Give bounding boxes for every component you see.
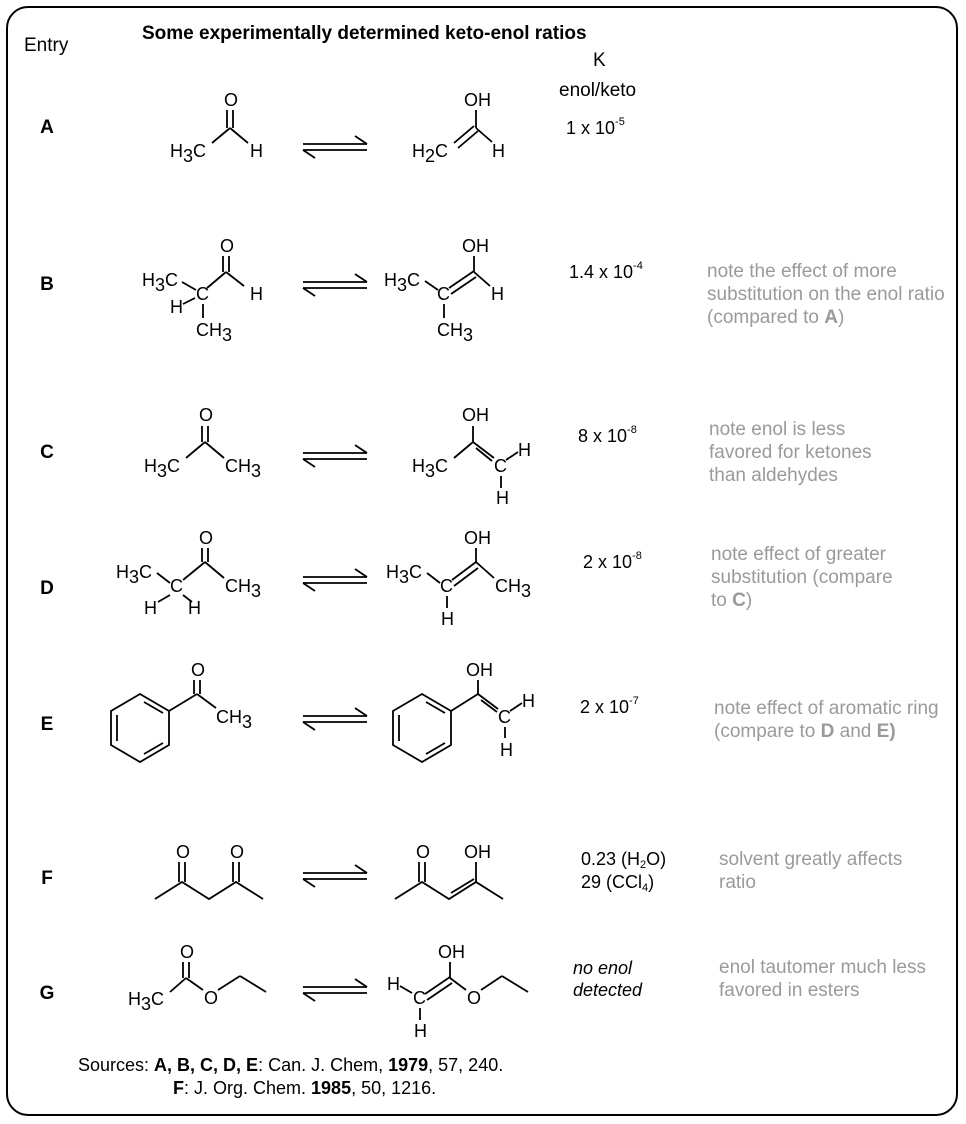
entry-letter-c: C: [40, 442, 54, 463]
svg-text:OH: OH: [464, 842, 491, 862]
note-f: solvent greatly affects ratio: [719, 849, 903, 893]
molecule-a-keto: [170, 90, 263, 166]
svg-text:O: O: [176, 842, 191, 862]
svg-text:CH3: CH3: [225, 576, 262, 601]
molecule-c-enol: [412, 405, 531, 508]
k-value-e: 2 x $10^{-7}$: [580, 695, 639, 717]
entry-letter-a: A: [40, 117, 54, 138]
svg-text:H3C: H3C: [412, 456, 449, 481]
svg-text:H: H: [188, 598, 201, 618]
molecule-f-keto: [155, 842, 263, 899]
svg-text:CH3: CH3: [437, 320, 474, 345]
molecule-b-keto: [142, 236, 263, 345]
k-value-f-ccl4: 29 (CCl$_4$): [581, 872, 655, 894]
svg-text:O: O: [180, 942, 195, 962]
svg-text:H: H: [496, 488, 509, 508]
note-e: note effect of aromatic ring (compare to D and E): [714, 698, 939, 742]
equilibrium-arrow-a: [303, 136, 367, 158]
svg-text:H: H: [522, 691, 535, 711]
svg-text:OH: OH: [466, 660, 493, 680]
svg-text:H3C: H3C: [128, 989, 165, 1014]
svg-text:H: H: [491, 284, 504, 304]
molecule-b-enol: [384, 236, 504, 345]
svg-text:O: O: [199, 528, 214, 548]
k-value-c: 8 x $10^{-8}$: [578, 424, 637, 446]
sources-line-1: Sources: A, B, C, D, E: Can. J. Chem, 1979, 57, 240.: [78, 1055, 504, 1075]
svg-text:C: C: [494, 456, 507, 476]
sources-line-2: F: J. Org. Chem. 1985, 50, 1216.: [173, 1078, 437, 1098]
molecule-d-enol: [386, 528, 531, 629]
k-value-f-water: 0.23 $(H_2O)$: [581, 849, 667, 871]
svg-text:OH: OH: [464, 528, 491, 548]
k-value-b: 1.4 x $10^{-4}$: [569, 260, 643, 282]
svg-text:C: C: [498, 707, 511, 727]
svg-text:H: H: [441, 609, 454, 629]
equilibrium-arrow-g: [303, 979, 367, 1001]
svg-text:O: O: [199, 405, 214, 425]
svg-text:H3C: H3C: [384, 270, 421, 295]
svg-text:H3C: H3C: [386, 562, 423, 587]
k-value-d: 2 x $10^{-8}$: [583, 550, 642, 572]
svg-text:O: O: [467, 988, 482, 1008]
equilibrium-arrow-b: [303, 274, 367, 296]
svg-text:H3C: H3C: [144, 456, 181, 481]
svg-text:H: H: [250, 284, 263, 304]
entry-letter-e: E: [40, 714, 54, 735]
molecule-d-keto: [116, 528, 261, 618]
svg-text:H: H: [250, 141, 263, 161]
svg-text:OH: OH: [464, 90, 491, 110]
note-b: note the effect of more substitution on the enol ratio (compared to A): [707, 261, 945, 328]
svg-text:O: O: [204, 988, 219, 1008]
svg-text:H: H: [500, 740, 513, 760]
svg-text:H2C: H2C: [412, 141, 449, 166]
molecule-g-enol: [387, 942, 528, 1041]
svg-text:O: O: [230, 842, 245, 862]
equilibrium-arrow-e: [303, 708, 367, 730]
k-value-a: 1 x $10^{-5}$: [566, 116, 625, 138]
svg-text:C: C: [196, 284, 209, 304]
svg-text:CH3: CH3: [495, 576, 532, 601]
note-d: note effect of greater substitution (compare to C): [711, 544, 893, 611]
svg-text:C: C: [440, 576, 453, 596]
svg-text:O: O: [220, 236, 235, 256]
equilibrium-arrow-c: [303, 445, 367, 467]
entry-column-label: Entry: [24, 35, 69, 56]
molecule-g-keto: [128, 942, 266, 1014]
svg-text:C: C: [437, 284, 450, 304]
k-column-sublabel: enol/keto: [559, 80, 637, 101]
molecule-e-enol: [393, 660, 535, 762]
svg-text:H: H: [518, 440, 531, 460]
svg-text:H: H: [144, 598, 157, 618]
page-title: Some experimentally determined keto-enol ratios: [142, 23, 587, 44]
svg-text:OH: OH: [462, 405, 489, 425]
svg-text:OH: OH: [462, 236, 489, 256]
svg-text:C: C: [170, 576, 183, 596]
svg-text:OH: OH: [438, 942, 465, 962]
molecule-e-keto: [111, 660, 252, 762]
molecule-c-keto: [144, 405, 261, 481]
svg-text:O: O: [224, 90, 239, 110]
svg-text:H: H: [387, 974, 400, 994]
molecule-f-enol: [395, 842, 503, 899]
svg-text:CH3: CH3: [216, 707, 253, 732]
k-column-label: K: [593, 50, 606, 71]
note-c: note enol is less favored for ketones than aldehydes: [709, 419, 872, 486]
svg-text:H: H: [170, 297, 183, 317]
molecule-a-enol: [412, 90, 505, 166]
svg-text:CH3: CH3: [225, 456, 262, 481]
svg-text:O: O: [191, 660, 206, 680]
entry-letter-b: B: [40, 274, 54, 295]
svg-text:H3C: H3C: [170, 141, 207, 166]
svg-text:H: H: [492, 141, 505, 161]
equilibrium-arrow-f: [303, 865, 367, 887]
svg-text:H: H: [414, 1021, 427, 1041]
svg-text:CH3: CH3: [196, 320, 233, 345]
svg-text:H3C: H3C: [116, 562, 153, 587]
svg-text:H3C: H3C: [142, 270, 179, 295]
equilibrium-arrow-d: [303, 569, 367, 591]
svg-text:C: C: [413, 988, 426, 1008]
note-g: enol tautomer much less favored in esters: [719, 957, 926, 1001]
entry-letter-d: D: [40, 578, 54, 599]
k-value-g: no enol detected: [573, 958, 643, 1000]
svg-text:O: O: [416, 842, 431, 862]
entry-letter-f: F: [41, 868, 53, 889]
entry-letter-g: G: [39, 983, 55, 1004]
